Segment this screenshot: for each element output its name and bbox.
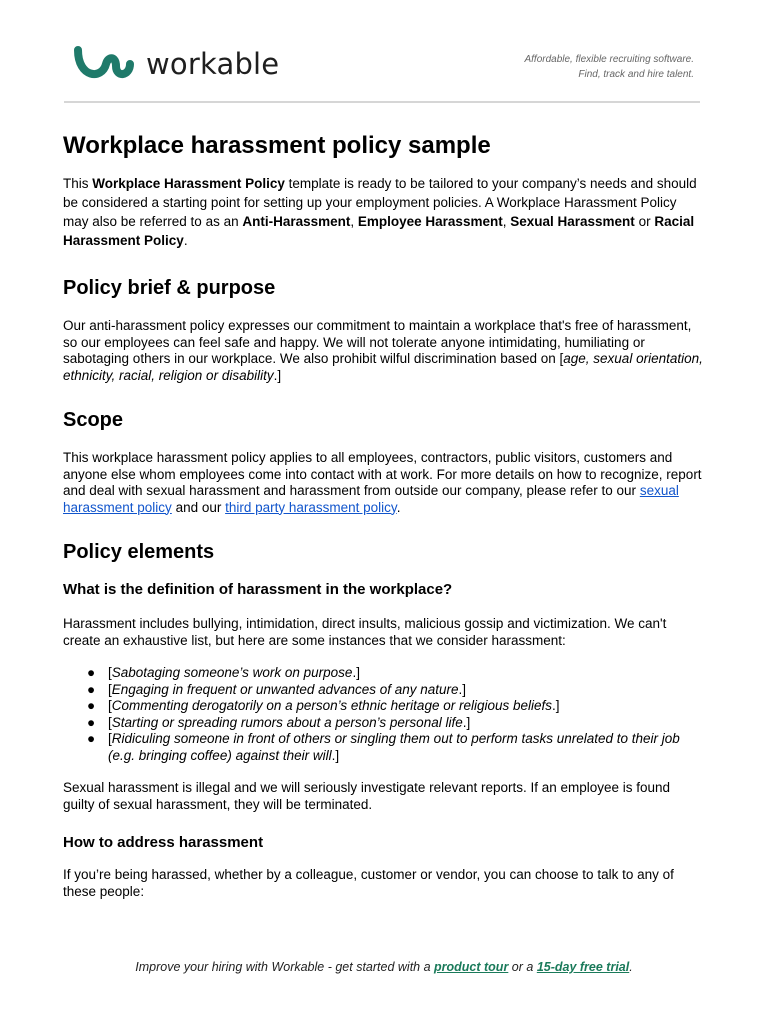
list-item: ● [Engaging in frequent or unwanted advances of any nature.] <box>87 681 467 697</box>
address-paragraph: If you’re being harassed, whether by a colleague, customer or vendor, you can choose to talk to any of these people: <box>63 867 674 899</box>
intro-text: This <box>63 176 93 191</box>
sexual-harassment-policy-link[interactable]: sexual harassment policy <box>63 483 679 515</box>
intro-text: . <box>183 233 188 248</box>
tagline <box>524 52 694 82</box>
intro-text: template is ready to be tailored to your company’s needs and should be considered a starting point for setting up your employment policies. A Workplace Harassment Policy may also be referred to as an <box>63 176 697 229</box>
intro-bold: Anti-Harassment <box>242 214 351 229</box>
logo-text: workable <box>146 47 280 81</box>
list-item-text: Sabotaging someone’s work on purpose <box>111 665 353 680</box>
list-item-text: Starting or spreading rumors about a person’s personal life <box>111 714 463 730</box>
footer-text: . <box>629 960 633 974</box>
document-body <box>63 128 703 900</box>
purpose-paragraph <box>63 318 703 384</box>
bullet-icon: ● <box>87 665 96 680</box>
intro-bold: Employee Harassment <box>357 214 503 229</box>
list-item-text: Commenting derogatorily on a person’s ethnic heritage or religious beliefs <box>111 698 553 713</box>
tagline-line-2: Find, track and hire talent. <box>578 69 694 80</box>
footer-text: Improve your hiring with Workable - get started with a <box>135 960 435 974</box>
page-title: Workplace harassment policy sample <box>63 132 491 159</box>
header-divider <box>64 101 700 103</box>
address-heading: How to address harassment <box>63 834 264 851</box>
purpose-italic: age, sexual orientation, ethnicity, racial, religion or disability <box>63 351 703 383</box>
elements-heading: Policy elements <box>63 541 215 563</box>
list-item: ● [Sabotaging someone’s work on purpose.] <box>87 665 360 680</box>
intro-bold: Racial Harassment Policy <box>63 214 695 248</box>
scope-text: . <box>396 499 401 515</box>
intro-text: or <box>634 214 655 229</box>
free-trial-link[interactable]: 15-day free trial <box>536 960 630 974</box>
workable-logo <box>72 44 279 84</box>
scope-heading: Scope <box>63 409 124 431</box>
bullet-icon: ● <box>87 681 96 697</box>
list-item-text: Ridiculing someone in front of others or singling them out to perform tasks unrelated to their job (e.g. bringing coffee) against their will <box>108 731 680 763</box>
scope-text: and our <box>171 499 226 515</box>
footer-text: or a <box>508 960 537 974</box>
bullet-icon: ● <box>87 714 96 730</box>
purpose-heading: Policy brief & purpose <box>63 277 276 299</box>
intro-bold: Workplace Harassment Policy <box>92 176 285 191</box>
product-tour-link[interactable]: product tour <box>434 960 509 974</box>
bullet-icon: ● <box>87 731 96 746</box>
list-item-text: Engaging in frequent or unwanted advances of any nature <box>111 681 459 697</box>
intro-text: , <box>502 214 511 229</box>
list-item: ● [Ridiculing someone in front of others or singling them out to perform tasks unrelated to their job (e.g. bringing coffee) against their will.] <box>87 731 680 763</box>
sexual-harassment-paragraph: Sexual harassment is illegal and we will seriously investigate relevant reports. If an employee is found guilty of sexual harassment, they will be terminated. <box>63 780 671 812</box>
footer <box>0 960 768 974</box>
bullet-icon: ● <box>87 698 96 713</box>
purpose-text: Our anti-harassment policy expresses our commitment to maintain a workplace that's free of harassment, so our employees can feel safe and happy. We will not tolerate anyone intimidating, humiliating or sabotaging others in our workplace. We also prohibit wilful discrimination based on [ <box>63 318 692 366</box>
definition-subheading: What is the definition of harassment in the workplace? <box>63 581 453 598</box>
workable-logo-icon <box>72 44 136 84</box>
list-item: ● [Starting or spreading rumors about a person’s personal life.] <box>87 714 471 730</box>
intro-paragraph <box>63 174 703 250</box>
scope-paragraph <box>63 450 703 516</box>
intro-text: , <box>350 214 358 229</box>
definition-paragraph: Harassment includes bullying, intimidation, direct insults, malicious gossip and victimization. We can't create an exhaustive list, but here are some instances that we consider harassment: <box>63 616 667 648</box>
tagline-line-1: Affordable, flexible recruiting software. <box>524 54 694 65</box>
harassment-examples-list <box>63 665 703 764</box>
intro-bold: Sexual Harassment <box>510 214 635 229</box>
third-party-harassment-policy-link[interactable]: third party harassment policy <box>225 499 397 515</box>
scope-text: This workplace harassment policy applies to all employees, contractors, public visitors, customers and anyone else whom employees come into contact with at work. For more details on how to recognize, report and deal with sexual harassment and harassment from outside our company, please refer to our <box>63 450 702 498</box>
list-item: ● [Commenting derogatorily on a person’s ethnic heritage or religious beliefs.] <box>87 698 560 713</box>
purpose-text: .] <box>273 367 282 383</box>
